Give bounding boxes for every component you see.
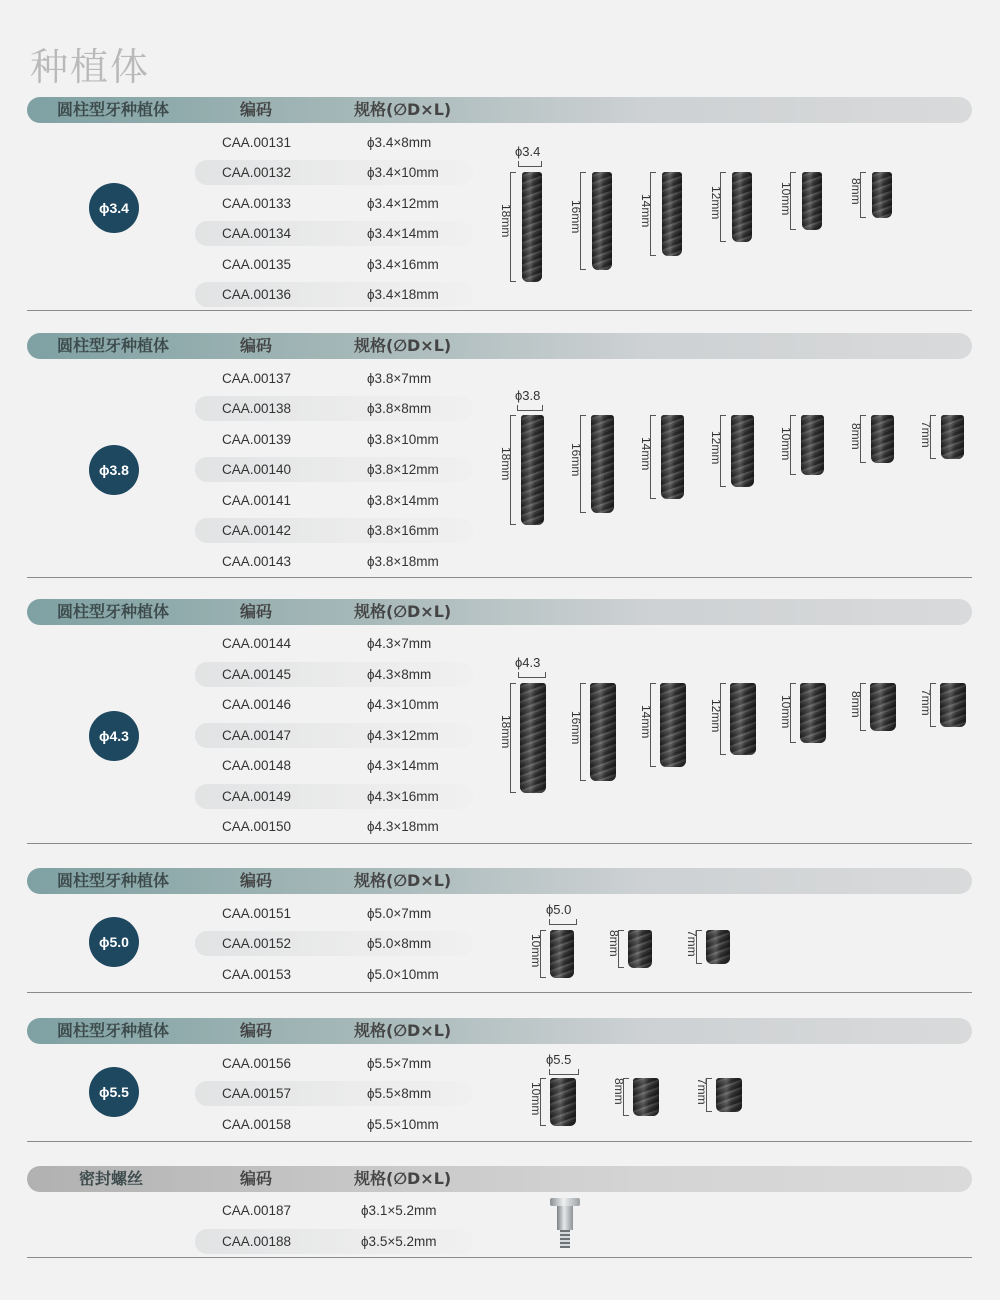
length-label: 16mm — [569, 711, 583, 745]
implant-16mm — [567, 683, 621, 783]
table-row — [195, 160, 473, 185]
product-spec: ϕ3.8×16mm — [367, 523, 439, 538]
implant-10mm — [777, 172, 827, 232]
table-row — [195, 396, 473, 421]
implant-8mm — [610, 1078, 666, 1118]
product-code: CAA.00143 — [222, 554, 292, 569]
product-code: CAA.00157 — [222, 1086, 292, 1101]
length-label: 10mm — [529, 934, 543, 968]
product-spec: ϕ5.0×7mm — [367, 906, 432, 921]
length-bracket — [580, 683, 586, 781]
product-code: CAA.00152 — [222, 936, 292, 951]
implant-7mm — [683, 930, 737, 966]
length-bracket — [650, 683, 656, 767]
length-bracket — [790, 415, 796, 475]
length-label: 10mm — [779, 695, 793, 729]
section-divider — [27, 577, 972, 578]
section-3-4 — [27, 97, 972, 312]
category-label: 圆柱型牙种植体 — [57, 336, 170, 355]
product-spec: ϕ4.3×12mm — [367, 728, 439, 743]
product-spec: ϕ4.3×18mm — [367, 819, 439, 834]
implant-body — [550, 930, 574, 978]
product-spec: ϕ5.0×10mm — [367, 967, 439, 982]
length-bracket — [930, 683, 936, 727]
table-row — [195, 366, 473, 391]
section-divider — [27, 1257, 972, 1258]
length-bracket — [720, 683, 726, 755]
spec-header: 规格(∅D×L) — [354, 100, 452, 119]
length-label: 10mm — [779, 427, 793, 461]
product-code: CAA.00145 — [222, 667, 292, 682]
product-spec: ϕ3.8×10mm — [367, 432, 439, 447]
product-code: CAA.00156 — [222, 1056, 292, 1071]
product-code: CAA.00135 — [222, 257, 292, 272]
length-bracket — [510, 172, 516, 282]
product-code: CAA.00153 — [222, 967, 292, 982]
product-spec: ϕ3.8×7mm — [367, 371, 432, 386]
product-spec: ϕ5.5×10mm — [367, 1117, 439, 1132]
length-label: 18mm — [499, 204, 513, 238]
table-row — [195, 901, 473, 926]
category-label: 圆柱型牙种植体 — [57, 871, 170, 890]
product-code: CAA.00139 — [222, 432, 292, 447]
implant-10mm — [777, 415, 829, 477]
screw-shaft — [557, 1206, 573, 1230]
section-header — [27, 868, 972, 894]
length-bracket — [706, 1078, 712, 1112]
section-sealing-screw — [27, 1166, 972, 1260]
length-label: 18mm — [499, 447, 513, 481]
implant-body — [592, 172, 612, 270]
product-spec: ϕ4.3×8mm — [367, 667, 432, 682]
length-bracket — [696, 930, 702, 964]
length-bracket — [720, 172, 726, 242]
table-row — [195, 1112, 473, 1137]
product-code: CAA.00158 — [222, 1117, 292, 1132]
product-code: CAA.00137 — [222, 371, 292, 386]
implant-10mm — [527, 1078, 583, 1128]
product-code: CAA.00138 — [222, 401, 292, 416]
table-row — [195, 282, 473, 307]
diameter-badge: ϕ4.3 — [89, 711, 139, 761]
length-label: 18mm — [499, 715, 513, 749]
product-code: CAA.00148 — [222, 758, 292, 773]
product-code: CAA.00144 — [222, 636, 292, 651]
product-spec: ϕ5.5×8mm — [367, 1086, 432, 1101]
table-row — [195, 518, 473, 543]
implant-body — [520, 683, 546, 793]
product-code: CAA.00150 — [222, 819, 292, 834]
table-row — [195, 692, 473, 717]
length-bracket — [860, 415, 866, 463]
diameter-indicator — [549, 919, 577, 925]
length-label: 16mm — [569, 443, 583, 477]
implant-body — [660, 683, 686, 767]
implant-body — [941, 415, 964, 459]
diameter-label: ϕ5.5 — [546, 1052, 572, 1067]
code-header: 编码 — [240, 100, 273, 119]
implant-7mm — [917, 683, 971, 729]
length-label: 16mm — [569, 200, 583, 234]
code-header: 编码 — [240, 1169, 273, 1188]
diameter-indicator — [549, 1069, 579, 1075]
product-code: CAA.00147 — [222, 728, 292, 743]
product-code: CAA.00187 — [222, 1203, 292, 1218]
implant-18mm — [497, 683, 551, 795]
category-label: 圆柱型牙种植体 — [57, 1021, 170, 1040]
implant-body — [633, 1078, 659, 1116]
diameter-indicator — [518, 161, 542, 167]
length-label: 14mm — [639, 437, 653, 471]
implant-8mm — [847, 683, 901, 733]
length-label: 8mm — [612, 1078, 626, 1105]
table-row — [195, 488, 473, 513]
section-3-8 — [27, 333, 972, 578]
length-label: 14mm — [639, 194, 653, 228]
table-row — [195, 427, 473, 452]
spec-header: 规格(∅D×L) — [354, 871, 452, 890]
table-row — [195, 1198, 473, 1223]
table-row — [195, 753, 473, 778]
table-row — [195, 549, 473, 574]
implant-body — [521, 415, 544, 525]
product-code: CAA.00133 — [222, 196, 292, 211]
table-row — [195, 457, 473, 482]
section-4-3 — [27, 599, 972, 844]
length-label: 7mm — [919, 421, 933, 448]
product-spec: ϕ5.0×8mm — [367, 936, 432, 951]
product-code: CAA.00141 — [222, 493, 292, 508]
product-spec: ϕ3.8×12mm — [367, 462, 439, 477]
table-row — [195, 662, 473, 687]
length-label: 10mm — [779, 182, 793, 216]
diameter-label: ϕ4.3 — [515, 655, 541, 670]
code-header: 编码 — [240, 871, 273, 890]
product-spec: ϕ5.5×7mm — [367, 1056, 432, 1071]
table-row — [195, 1229, 473, 1254]
implant-12mm — [707, 415, 759, 489]
product-spec: ϕ3.8×14mm — [367, 493, 439, 508]
implant-body — [870, 683, 896, 731]
length-label: 7mm — [685, 930, 699, 957]
table-row — [195, 130, 473, 155]
implant-body — [590, 683, 616, 781]
implant-18mm — [497, 172, 547, 284]
length-bracket — [580, 415, 586, 513]
implant-body — [706, 930, 730, 964]
implant-14mm — [637, 683, 691, 769]
implant-12mm — [707, 683, 761, 757]
length-bracket — [720, 415, 726, 487]
product-spec: ϕ3.4×12mm — [367, 196, 439, 211]
product-code: CAA.00142 — [222, 523, 292, 538]
table-row — [195, 814, 473, 839]
length-bracket — [860, 172, 866, 218]
implant-body — [716, 1078, 742, 1112]
implant-body — [662, 172, 682, 256]
length-bracket — [790, 683, 796, 743]
code-header: 编码 — [240, 336, 273, 355]
implant-body — [628, 930, 652, 968]
implant-body — [730, 683, 756, 755]
product-spec: ϕ3.4×16mm — [367, 257, 439, 272]
screw-thread — [560, 1230, 570, 1248]
product-code: CAA.00136 — [222, 287, 292, 302]
implant-body — [550, 1078, 576, 1126]
sealing-screw-image — [550, 1198, 580, 1250]
product-code: CAA.00134 — [222, 226, 292, 241]
length-label: 14mm — [639, 705, 653, 739]
category-label: 圆柱型牙种植体 — [57, 100, 170, 119]
table-row — [195, 191, 473, 216]
table-row — [195, 631, 473, 656]
product-code: CAA.00146 — [222, 697, 292, 712]
length-label: 8mm — [849, 423, 863, 450]
section-header — [27, 333, 972, 359]
length-label: 10mm — [529, 1082, 543, 1116]
implant-8mm — [847, 415, 899, 465]
length-label: 12mm — [709, 431, 723, 465]
length-bracket — [930, 415, 936, 459]
implant-body — [800, 683, 826, 743]
section-header — [27, 1018, 972, 1044]
screw-head — [550, 1198, 580, 1206]
length-label: 12mm — [709, 186, 723, 220]
code-header: 编码 — [240, 1021, 273, 1040]
code-header: 编码 — [240, 602, 273, 621]
section-header — [27, 1166, 972, 1192]
implant-body — [802, 172, 822, 230]
implant-body — [872, 172, 892, 218]
product-spec: ϕ3.4×14mm — [367, 226, 439, 241]
implant-body — [871, 415, 894, 463]
product-code: CAA.00188 — [222, 1234, 292, 1249]
table-row — [195, 1081, 473, 1106]
table-row — [195, 221, 473, 246]
spec-header: 规格(∅D×L) — [354, 1021, 452, 1040]
product-spec: ϕ3.5×5.2mm — [361, 1234, 437, 1249]
length-label: 7mm — [919, 689, 933, 716]
spec-header: 规格(∅D×L) — [354, 336, 452, 355]
implant-8mm — [847, 172, 897, 220]
length-bracket — [618, 930, 624, 968]
implant-10mm — [777, 683, 831, 745]
length-bracket — [623, 1078, 629, 1116]
product-code: CAA.00149 — [222, 789, 292, 804]
table-row — [195, 784, 473, 809]
product-spec: ϕ4.3×10mm — [367, 697, 439, 712]
section-5-5 — [27, 1018, 972, 1143]
implant-body — [591, 415, 614, 513]
section-divider — [27, 992, 972, 993]
product-spec: ϕ3.4×8mm — [367, 135, 432, 150]
category-label: 密封螺丝 — [79, 1169, 144, 1188]
table-row — [195, 931, 473, 956]
product-spec: ϕ3.8×18mm — [367, 554, 439, 569]
implant-body — [732, 172, 752, 242]
product-spec: ϕ3.4×18mm — [367, 287, 439, 302]
length-bracket — [650, 172, 656, 256]
implant-16mm — [567, 415, 619, 515]
product-spec: ϕ4.3×14mm — [367, 758, 439, 773]
diameter-badge: ϕ5.5 — [89, 1067, 139, 1117]
section-divider — [27, 310, 972, 311]
section-divider — [27, 1141, 972, 1142]
table-row — [195, 962, 473, 987]
product-spec: ϕ3.4×10mm — [367, 165, 439, 180]
diameter-badge: ϕ3.4 — [89, 183, 139, 233]
category-label: 圆柱型牙种植体 — [57, 602, 170, 621]
implant-body — [522, 172, 542, 282]
diameter-badge: ϕ3.8 — [89, 445, 139, 495]
diameter-indicator — [518, 672, 546, 678]
length-bracket — [540, 930, 546, 978]
implant-body — [731, 415, 754, 487]
section-header — [27, 599, 972, 625]
product-spec: ϕ4.3×7mm — [367, 636, 432, 651]
diameter-label: ϕ3.4 — [515, 144, 541, 159]
length-bracket — [510, 683, 516, 793]
product-spec: ϕ3.8×8mm — [367, 401, 432, 416]
implant-10mm — [527, 930, 581, 980]
product-spec: ϕ4.3×16mm — [367, 789, 439, 804]
implant-12mm — [707, 172, 757, 244]
implant-14mm — [637, 172, 687, 258]
product-code: CAA.00131 — [222, 135, 292, 150]
implant-8mm — [605, 930, 659, 970]
product-code: CAA.00140 — [222, 462, 292, 477]
section-header — [27, 97, 972, 123]
length-label: 12mm — [709, 699, 723, 733]
spec-header: 规格(∅D×L) — [354, 602, 452, 621]
length-label: 8mm — [849, 178, 863, 205]
diameter-badge: ϕ5.0 — [89, 917, 139, 967]
table-row — [195, 723, 473, 748]
implant-14mm — [637, 415, 689, 501]
length-label: 7mm — [695, 1078, 709, 1105]
length-bracket — [580, 172, 586, 270]
section-divider — [27, 843, 972, 844]
diameter-label: ϕ3.8 — [515, 388, 541, 403]
implant-7mm — [693, 1078, 749, 1114]
implant-body — [801, 415, 824, 475]
table-row — [195, 252, 473, 277]
page-title: 种植体 — [30, 45, 151, 89]
length-bracket — [540, 1078, 546, 1126]
implant-body — [940, 683, 966, 727]
diameter-indicator — [517, 405, 543, 411]
product-spec: ϕ3.1×5.2mm — [361, 1203, 437, 1218]
length-label: 8mm — [607, 930, 621, 957]
length-bracket — [790, 172, 796, 230]
product-code: CAA.00151 — [222, 906, 292, 921]
implant-7mm — [917, 415, 969, 461]
length-label: 8mm — [849, 691, 863, 718]
section-5-0 — [27, 868, 972, 993]
length-bracket — [510, 415, 516, 525]
table-row — [195, 1051, 473, 1076]
spec-header: 规格(∅D×L) — [354, 1169, 452, 1188]
product-code: CAA.00132 — [222, 165, 292, 180]
implant-18mm — [497, 415, 549, 527]
diameter-label: ϕ5.0 — [546, 902, 572, 917]
length-bracket — [650, 415, 656, 499]
implant-16mm — [567, 172, 617, 272]
length-bracket — [860, 683, 866, 731]
implant-body — [661, 415, 684, 499]
